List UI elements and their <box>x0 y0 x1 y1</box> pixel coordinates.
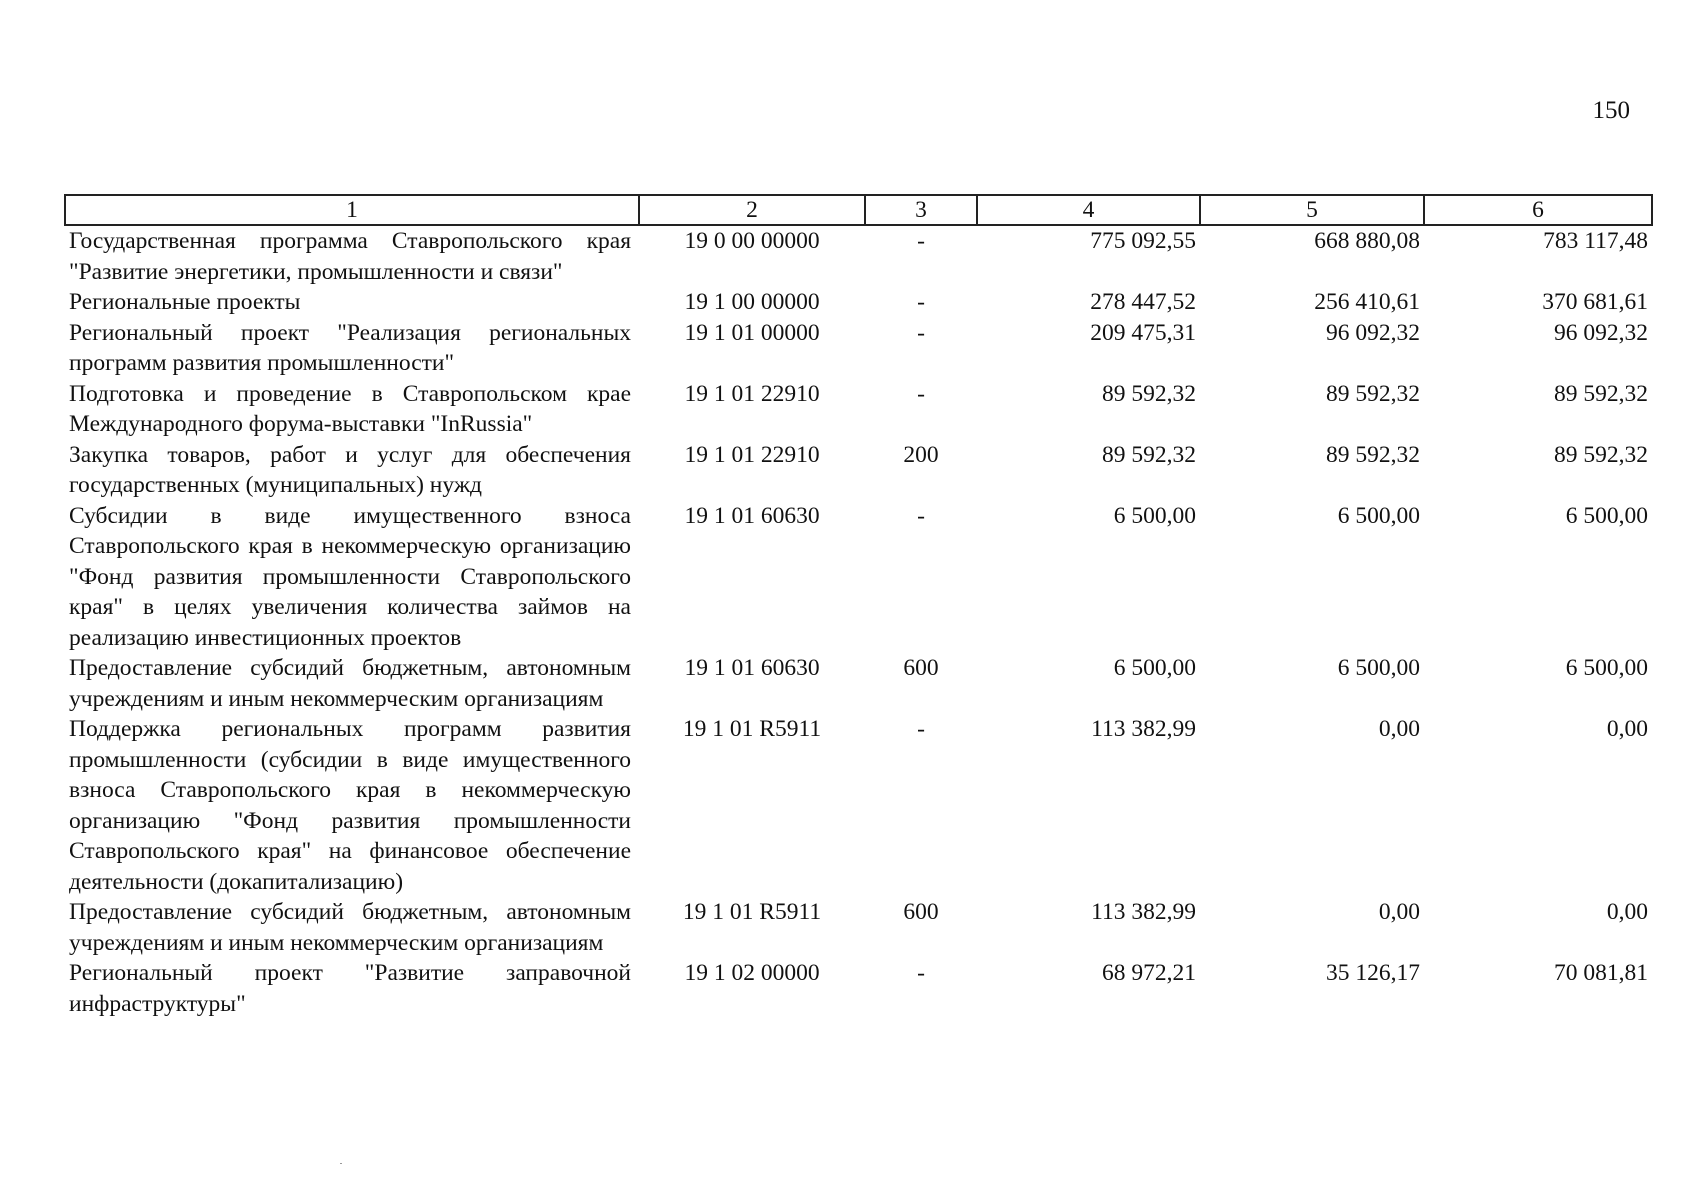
row-code: 19 1 00 00000 <box>684 289 820 315</box>
row-value-5: 6 500,00 <box>1337 502 1420 529</box>
row-code: 19 1 01 60630 <box>684 502 820 529</box>
row-name: Региональные проекты <box>69 289 301 315</box>
row-kind: - <box>917 960 925 986</box>
row-code: 19 1 01 00000 <box>684 319 820 346</box>
row-code: 19 1 01 R5911 <box>682 716 822 742</box>
row-value-4: 113 382,99 <box>1091 716 1196 742</box>
row-value-5: 96 092,32 <box>1326 319 1420 346</box>
row-value-4: 89 592,32 <box>1102 441 1196 468</box>
table-body <box>65 225 1652 1019</box>
row-name: Региональный проект "Развитие заправочной инфраструктуры" <box>69 960 631 1017</box>
row-code: 19 1 02 00000 <box>684 960 820 986</box>
row-value-5: 89 592,32 <box>1326 441 1420 468</box>
row-code: 19 1 01 22910 <box>684 441 820 468</box>
row-code: 19 0 00 00000 <box>684 228 820 254</box>
row-value-6: 70 081,81 <box>1554 960 1648 986</box>
row-kind: - <box>917 228 925 254</box>
row-kind: - <box>917 380 925 407</box>
row-value-6: 6 500,00 <box>1565 655 1648 681</box>
row-kind: - <box>917 289 925 315</box>
header-col-1: 1 <box>65 195 639 225</box>
row-value-6: 96 092,32 <box>1554 319 1648 346</box>
row-name: Подготовка и проведение в Ставропольском крае Международного форума-выставки "InRussia" <box>69 380 631 437</box>
table-row <box>65 501 1652 654</box>
row-value-6: 0,00 <box>1606 716 1648 742</box>
row-value-4: 113 382,99 <box>1091 899 1196 925</box>
table-row <box>65 440 1652 501</box>
row-value-4: 209 475,31 <box>1090 319 1196 346</box>
row-code: 19 1 01 R5911 <box>682 899 822 925</box>
table-row <box>65 225 1652 287</box>
header-col-3: 3 <box>865 195 977 225</box>
row-kind: - <box>917 502 925 529</box>
page-number: 150 <box>1592 97 1630 124</box>
row-value-6: 370 681,61 <box>1542 289 1648 315</box>
budget-table <box>64 194 1653 1019</box>
row-value-6: 89 592,32 <box>1554 380 1648 407</box>
row-name: Региональный проект "Реализация региональных программ развития промышленности" <box>69 319 631 376</box>
row-kind: - <box>917 716 925 742</box>
row-name: Поддержка региональных программ развития промышленности (субсидии в виде имущественного взноса Ставропольского края в некоммерческую организацию "Фонд развития промышленности Ставропольского края" на финансовое обеспечение деятельности (докапитализацию) <box>69 716 631 895</box>
header-col-2: 2 <box>639 195 865 225</box>
table-row <box>65 714 1652 897</box>
table-row <box>65 897 1652 958</box>
header-col-5: 5 <box>1200 195 1424 225</box>
row-name: Предоставление субсидий бюджетным, автономным учреждениям и иным некоммерческим организациям <box>69 655 631 712</box>
table-row <box>65 379 1652 440</box>
row-value-4: 278 447,52 <box>1090 289 1196 315</box>
row-value-5: 35 126,17 <box>1326 960 1420 986</box>
row-value-6: 0,00 <box>1606 899 1648 925</box>
table-row <box>65 318 1652 379</box>
row-code: 19 1 01 60630 <box>684 655 820 681</box>
row-value-4: 6 500,00 <box>1113 502 1196 529</box>
row-value-4: 89 592,32 <box>1102 380 1196 407</box>
row-value-5: 6 500,00 <box>1337 655 1420 681</box>
row-value-5: 256 410,61 <box>1314 289 1420 315</box>
row-value-6: 89 592,32 <box>1554 441 1648 468</box>
row-kind: 200 <box>903 441 939 468</box>
row-value-5: 0,00 <box>1378 899 1420 925</box>
row-value-5: 0,00 <box>1378 716 1420 742</box>
table-row <box>65 287 1652 318</box>
row-name: Государственная программа Ставропольского края "Развитие энергетики, промышленности и связи" <box>69 228 631 285</box>
row-value-6: 6 500,00 <box>1565 502 1648 529</box>
row-value-4: 6 500,00 <box>1113 655 1196 681</box>
row-value-5: 89 592,32 <box>1326 380 1420 407</box>
row-code: 19 1 01 22910 <box>684 380 820 407</box>
table-row <box>65 653 1652 714</box>
row-kind: 600 <box>903 899 939 925</box>
row-value-4: 68 972,21 <box>1102 960 1196 986</box>
row-kind: 600 <box>903 655 939 681</box>
table-header <box>65 195 1652 225</box>
row-name: Субсидии в виде имущественного взноса Ставропольского края в некоммерческую организацию "Фонд развития промышленности Ставропольского края" в целях увеличения количества займов на реализацию инвестиционных проектов <box>69 502 631 651</box>
scan-speck <box>340 1163 342 1164</box>
row-name: Закупка товаров, работ и услуг для обеспечения государственных (муниципальных) нужд <box>69 441 631 498</box>
row-name: Предоставление субсидий бюджетным, автономным учреждениям и иным некоммерческим организациям <box>69 899 631 956</box>
header-row <box>65 195 1652 225</box>
row-value-6: 783 117,48 <box>1543 228 1648 254</box>
table-row <box>65 958 1652 1019</box>
row-kind: - <box>917 319 925 346</box>
row-value-4: 775 092,55 <box>1090 228 1196 254</box>
row-value-5: 668 880,08 <box>1314 228 1420 254</box>
header-col-6: 6 <box>1424 195 1652 225</box>
header-col-4: 4 <box>977 195 1200 225</box>
